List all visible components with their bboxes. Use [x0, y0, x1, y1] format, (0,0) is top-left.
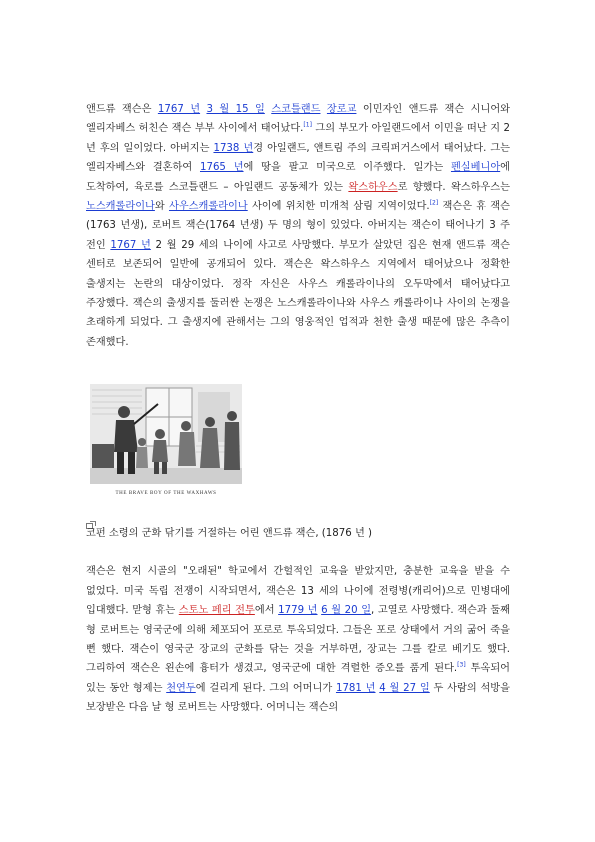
link-1779[interactable]: 1779 년: [278, 605, 318, 617]
footnote-1[interactable]: [1]: [303, 122, 312, 130]
text-run: 사이에 위치한 미개척 삼림 지역이었다.: [247, 201, 430, 213]
text-run: 에서: [254, 605, 279, 617]
footnote-2[interactable]: [2]: [429, 199, 439, 207]
link-smallpox[interactable]: 천연두: [166, 682, 196, 694]
text-run: 에 도착하여, 육로를 스코틀랜드 – 아일랜드 공동체가 있는: [86, 162, 511, 193]
text-run: 투옥되어 있는 동안 형제는: [86, 663, 510, 694]
link-pennsylvania[interactable]: 펜실베니아: [450, 162, 501, 174]
link-march-15[interactable]: 3 월 15 일: [206, 104, 265, 115]
text-run: 잭슨은 휴 잭슨(1763 년생), 로버트 잭슨(1764 년생) 두 명의 형이 있었다. 아버지는 잭슨이 태어나기 3 주 전인: [86, 201, 510, 251]
text-run: 에 땅을 팔고 미국으로 이주했다. 일가는: [243, 162, 451, 174]
text-run: 앤드류 잭슨은: [86, 104, 158, 115]
paragraph-youth: [86, 562, 510, 717]
text-run: 경 아일랜드, 앤트림 주의 크릭퍼거스에서 태어났다. 그는 엘리자베스와 결혼하여: [86, 142, 511, 174]
text-run: , 고열로 사망했다. 잭슨과 둘째 형 로버트는 영국군에 의해 체포되어 포로로 투옥되었다. 그들은 포로 상태에서 거의 굶어 죽을 뻔 했다. 잭슨이 영국군 장교의 군화를 닦는 것을 거부하면, 장교는 그를 칼로 베기도 했다. 그리하여 잭슨은 왼손에 흉터가 생겼고, 영국군에 대한 격렬한 증오를 품게 된다.: [86, 605, 511, 675]
link-april-27[interactable]: 4 월 27 일: [379, 682, 430, 694]
link-north-carolina[interactable]: 노스캐롤라이나: [86, 201, 155, 213]
link-scotland[interactable]: 스코틀랜드: [271, 104, 321, 115]
text-run: 로 향했다. 왁스하우스는: [397, 181, 510, 193]
engraving-image[interactable]: [86, 382, 246, 500]
text-run: 그의 부모가 아일랜드에서 이민을 떠난 지 2 년 후의 일이었다. 아버지는: [86, 123, 510, 154]
text-run: 두 사람의 석방을 보장받은 다음 날 형 로버트는 사망했다. 어머니는 잭슨의: [86, 682, 510, 714]
text-run: 2 월 29 세의 나이에 사고로 사망했다. 부모가 살았던 집은 현재 앤드류 잭슨 센터로 보존되어 일반에 공개되어 있다. 잭슨은 왁스하우스 지역에서 태어났으나 정확한 출생지는 논란의 대상이었다. 정작 자신은 사우스 캐롤라이나의 오두막에서 태어났다고 주장했다. 잭슨의 출생지를 둘러싼 논쟁은 노스캐롤라이나와 사우스 캐롤라이나 사이의 논쟁을 초래하게 되었다. 그 출생지에 관해서는 그의 영웅적인 업적과 천한 출생 때문에 많은 추측이 존재했다.: [86, 239, 510, 348]
article-body: [86, 100, 510, 718]
link-waxhaws[interactable]: 왁스하우스: [348, 181, 398, 193]
link-1781[interactable]: 1781 년: [335, 682, 376, 694]
footnote-3[interactable]: [3]: [457, 661, 466, 669]
link-1765[interactable]: 1765 년: [199, 162, 244, 174]
link-1767-b[interactable]: 1767 년: [110, 239, 151, 251]
text-run: 이민자인 앤드류 잭슨 시니어와 엘리자베스 허친슨 잭슨 부부 사이에서 태어났다.: [86, 104, 511, 135]
link-south-carolina[interactable]: 사우스캐롤라이나: [168, 201, 248, 213]
engraving-illustration: [86, 382, 246, 500]
paragraph-birth: [86, 100, 510, 352]
text-run: 에 걸리게 된다. 그의 어머니가: [195, 682, 336, 694]
link-stono-ferry[interactable]: 스토노 페리 전투: [178, 605, 255, 617]
enlarge-icon[interactable]: [86, 514, 96, 522]
link-june-20[interactable]: 6 월 20 일: [321, 605, 372, 617]
text-run: 잭슨은 현지 시골의 "오래된" 학교에서 간헐적인 교육을 받았지만, 충분한 교육을 받을 수 없었다. 미국 독립 전쟁이 시작되면서, 잭슨은 13 세의 나이에 전령병(캐리어)으로 민병대에 입대했다. 맏형 휴는: [86, 566, 510, 617]
link-1738[interactable]: 1738 년: [213, 142, 254, 154]
link-presbyterian[interactable]: 장로교: [326, 104, 357, 115]
figure-caption: 코펀 소령의 군화 닦기를 거절하는 어린 앤드류 잭슨, (1876 년 ): [86, 528, 372, 540]
engraving-inscription: THE BRAVE BOY OF THE WAXHAWS: [115, 491, 217, 497]
text-run: 와: [154, 201, 169, 213]
link-1767[interactable]: 1767 년: [157, 104, 201, 115]
